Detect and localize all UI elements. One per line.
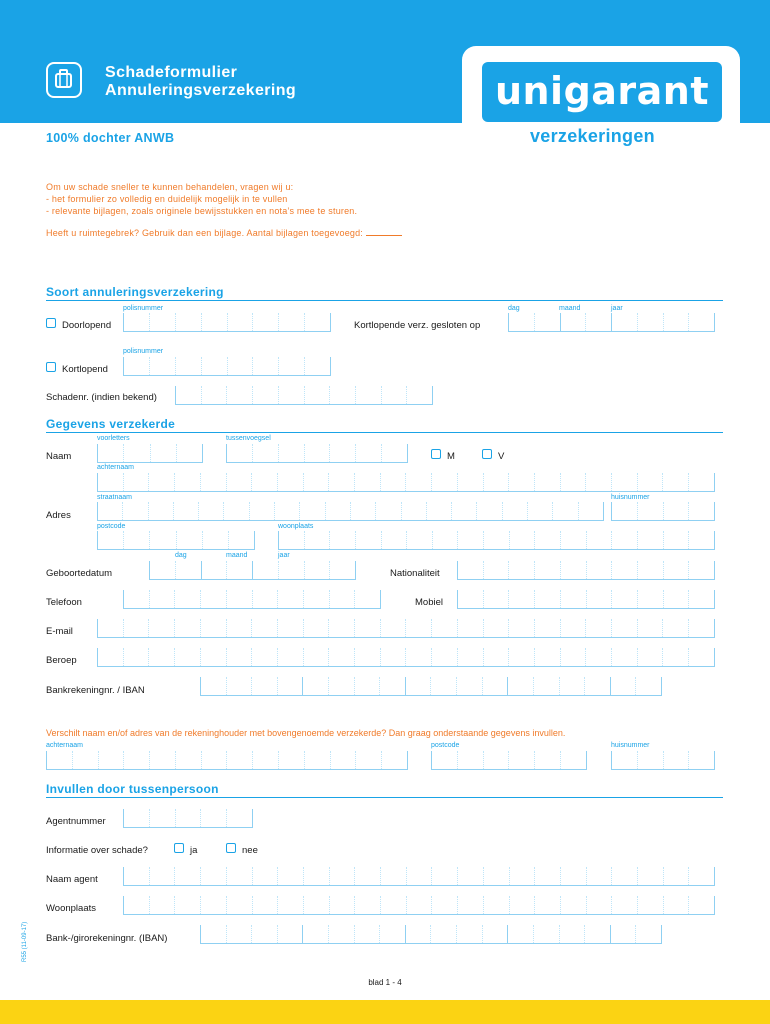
page-number: blad 1 - 4 (368, 978, 402, 987)
hint-huisnummer: huisnummer (611, 494, 650, 501)
form-title (105, 64, 296, 100)
intro-line-1: Om uw schade sneller te kunnen behandelen, vragen wij u: (46, 182, 294, 192)
doorlopend-checkbox[interactable] (46, 318, 56, 328)
hint-geb-dag: dag (175, 552, 187, 559)
hint-straatnaam: straatnaam (97, 494, 133, 501)
bank-label: Bankrekeningnr. / IBAN (46, 685, 145, 696)
hint-achternaam: achternaam (97, 464, 134, 471)
informatie-ja-checkbox[interactable] (174, 843, 184, 853)
huisnummer-field[interactable] (611, 502, 715, 521)
section-rule (46, 432, 723, 433)
hint-woonplaats: woonplaats (278, 523, 314, 530)
attachments-count-field[interactable] (366, 228, 402, 236)
postcode-field[interactable] (97, 531, 255, 550)
informatie-ja-label: ja (190, 845, 198, 856)
rh-postcode-field[interactable] (431, 751, 587, 770)
informatie-nee-checkbox[interactable] (226, 843, 236, 853)
agentnummer-label: Agentnummer (46, 816, 106, 827)
achternaam-field[interactable] (97, 473, 715, 492)
schadenr-field[interactable] (175, 386, 433, 405)
hint-geb-jaar: jaar (278, 552, 290, 559)
hint-rh-huisnummer: huisnummer (611, 742, 650, 749)
hint-polisnummer: polisnummer (123, 305, 164, 312)
kortlopend-label: Kortlopend (62, 364, 108, 375)
rh-achternaam-field[interactable] (46, 751, 408, 770)
email-field[interactable] (97, 619, 715, 638)
agent-bank-label: Bank-/girorekeningnr. (IBAN) (46, 933, 168, 944)
attachments-question: Heeft u ruimtegebrek? Gebruik dan een bijlage. Aantal bijlagen toegevoegd: (46, 228, 364, 238)
footer-band (0, 1000, 770, 1024)
section-rule (46, 300, 723, 301)
kortlopend-gesloten-label: Kortlopende verz. gesloten op (354, 320, 481, 331)
woonplaats-field[interactable] (278, 531, 715, 550)
adres-label: Adres (46, 510, 71, 521)
title-line-2: Annuleringsverzekering (105, 82, 297, 99)
agent-iban-field[interactable] (200, 925, 662, 944)
section-title-soort: Soort annuleringsverzekering (46, 285, 224, 299)
geboortedatum-field[interactable] (149, 561, 356, 580)
agentnummer-field[interactable] (123, 809, 253, 828)
hint-geb-maand: maand (226, 552, 248, 559)
iban-field[interactable] (200, 677, 662, 696)
hint-jaar: jaar (611, 305, 623, 312)
suitcase-icon (46, 62, 82, 98)
beroep-label: Beroep (46, 655, 77, 666)
gesloten-op-date-field[interactable] (508, 313, 715, 332)
polisnummer-doorlopend-field[interactable] (123, 313, 331, 332)
voorletters-field[interactable] (97, 444, 203, 463)
gender-v-checkbox[interactable] (482, 449, 492, 459)
geboortedatum-label: Geboortedatum (46, 568, 113, 579)
gender-m-checkbox[interactable] (431, 449, 441, 459)
title-line-1: Schadeformulier (105, 64, 238, 81)
telefoon-field[interactable] (123, 590, 381, 609)
woonplaats-agent-label: Woonplaats (46, 903, 96, 914)
informatie-label: Informatie over schade? (46, 845, 148, 856)
straatnaam-field[interactable] (97, 502, 604, 521)
telefoon-label: Telefoon (46, 597, 82, 608)
naam-label: Naam (46, 451, 72, 462)
tussenvoegsel-field[interactable] (226, 444, 408, 463)
section-title-tussenpersoon: Invullen door tussenpersoon (46, 782, 219, 796)
intro-attachments (46, 228, 402, 238)
hint-maand: maand (559, 305, 581, 312)
section-title-verzekerde: Gegevens verzekerde (46, 417, 176, 431)
mobiel-label: Mobiel (415, 597, 443, 608)
gender-v-label: V (498, 451, 505, 462)
hint-rh-postcode: postcode (431, 742, 460, 749)
mobiel-field[interactable] (457, 590, 715, 609)
nationaliteit-label: Nationaliteit (390, 568, 440, 579)
beroep-field[interactable] (97, 648, 715, 667)
intro-line-2: - het formulier zo volledig en duidelijk mogelijk in te vullen (46, 194, 288, 204)
naam-agent-label: Naam agent (46, 874, 98, 885)
hint-polisnummer-2: polisnummer (123, 348, 164, 355)
informatie-nee-label: nee (242, 845, 258, 856)
form-code: R55 (11-09-17) (22, 921, 28, 962)
rekeninghouder-question: Verschilt naam en/of adres van de rekeninghouder met bovengenoemde verzekerde? Dan graag onderstaande gegevens invullen. (46, 728, 566, 738)
section-rule (46, 797, 723, 798)
hint-postcode: postcode (97, 523, 126, 530)
gender-m-label: M (447, 451, 455, 462)
hint-rh-achternaam: achternaam (46, 742, 83, 749)
logo-subtitle: verzekeringen (530, 126, 655, 146)
hint-tussenvoegsel: tussenvoegsel (226, 435, 271, 442)
kortlopend-checkbox[interactable] (46, 362, 56, 372)
rh-huisnummer-field[interactable] (611, 751, 715, 770)
tagline: 100% dochter ANWB (46, 131, 175, 145)
intro-line-3: - relevante bijlagen, zoals originele bewijsstukken en nota’s mee te sturen. (46, 206, 358, 216)
nationaliteit-field[interactable] (457, 561, 715, 580)
naam-agent-field[interactable] (123, 867, 715, 886)
woonplaats-agent-field[interactable] (123, 896, 715, 915)
polisnummer-kortlopend-field[interactable] (123, 357, 331, 376)
schadenr-label: Schadenr. (indien bekend) (46, 392, 157, 403)
hint-voorletters: voorletters (97, 435, 130, 442)
doorlopend-label: Doorlopend (62, 320, 112, 331)
unigarant-logo: unigarant (482, 62, 722, 122)
email-label: E-mail (46, 626, 73, 637)
hint-dag: dag (508, 305, 520, 312)
